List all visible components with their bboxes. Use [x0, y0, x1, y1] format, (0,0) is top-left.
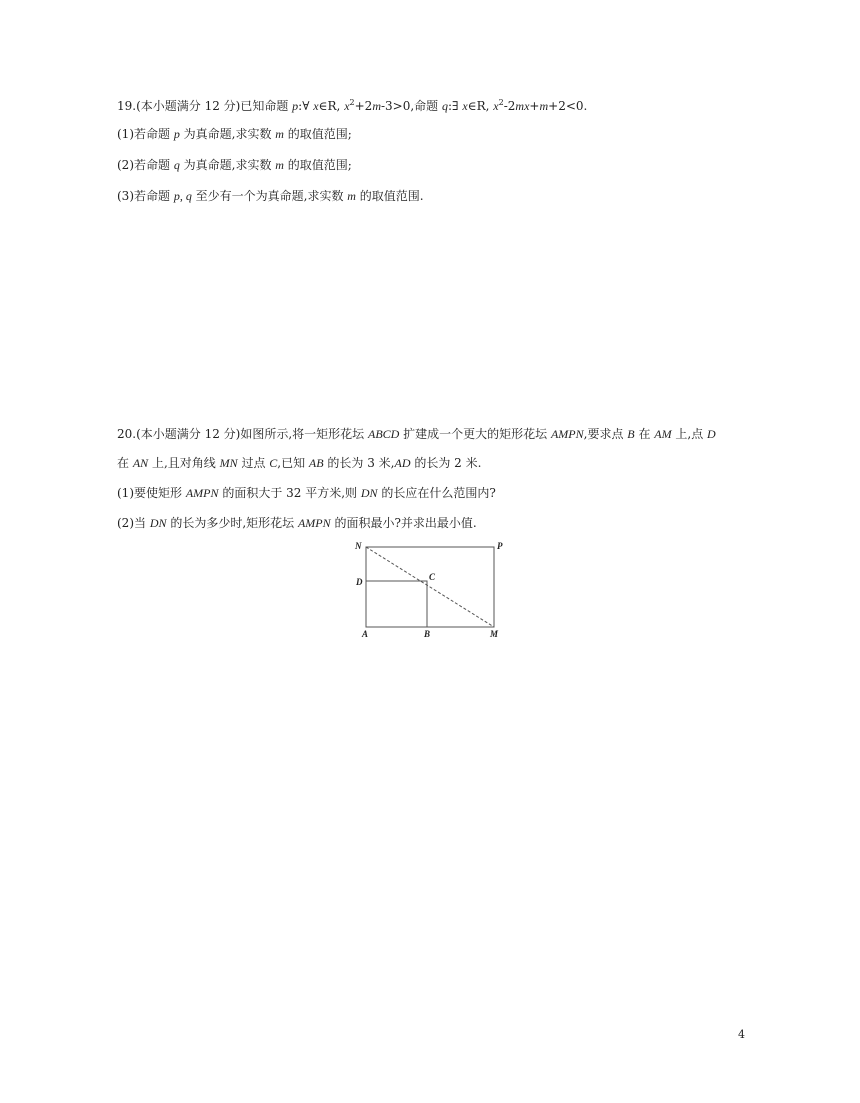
q20-part2: (2)当 DN 的长为多少时,矩形花坛 AMPN 的面积最小?并求出最小值.: [117, 516, 477, 530]
q19-stem: 19.(本小题满分 12 分)已知命题 p:∀ x∈R, $x^2+2m-3>0$,命题 q:∃ x∈R, $x^2-2mx+m+2<0$.: [117, 98, 588, 113]
label-m: M: [490, 629, 499, 639]
label-c: C: [429, 572, 436, 582]
garden-rectangle-figure: [352, 538, 512, 640]
q20-stem-line2: 在 AN 上,且对角线 MN 过点 C,已知 AB 的长为 3 米,AD 的长为 2 米.: [117, 456, 482, 470]
page-number: 4: [738, 1028, 745, 1041]
q20-stem-line1: 20.(本小题满分 12 分)如图所示,将一矩形花坛 ABCD 扩建成一个更大的矩形花坛 AMPN,要求点 B 在 AM 上,点 D: [117, 427, 716, 441]
label-p: P: [497, 541, 503, 551]
diagonal-mn: [366, 547, 494, 627]
label-d: D: [356, 577, 363, 587]
q19-part1: (1)若命题 p 为真命题,求实数 m 的取值范围;: [117, 127, 352, 141]
label-a: A: [362, 629, 369, 639]
q19-part3: (3)若命题 p, q 至少有一个为真命题,求实数 m 的取值范围.: [117, 189, 424, 203]
q19-part2: (2)若命题 q 为真命题,求实数 m 的取值范围;: [117, 158, 352, 172]
label-n: N: [355, 541, 362, 551]
q20-part1: (1)要使矩形 AMPN 的面积大于 32 平方米,则 DN 的长应在什么范围内?: [117, 486, 496, 500]
label-b: B: [424, 629, 431, 639]
rectangle-abcd: [366, 581, 427, 627]
